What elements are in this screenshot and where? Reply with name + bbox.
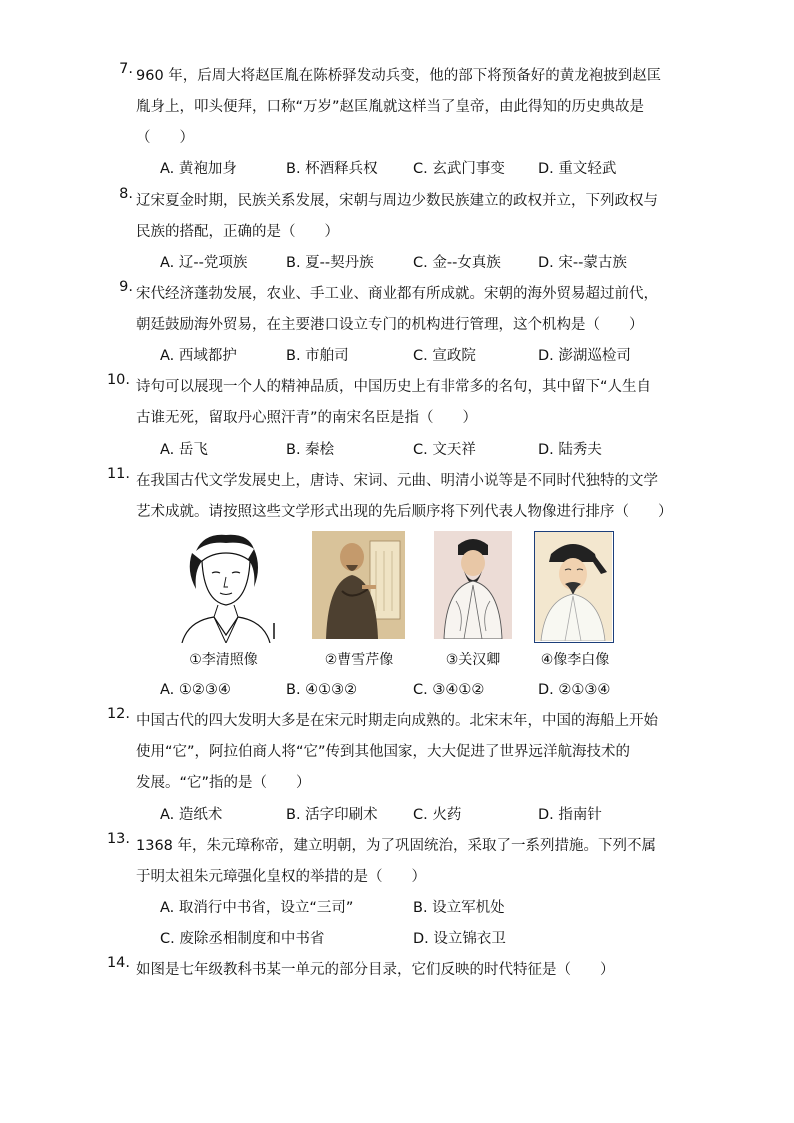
question-number: 11. bbox=[106, 466, 130, 482]
question-text-line: 中国古代的四大发明大多是在宋元时期走向成熟的。北宋末年，中国的海船上开始 bbox=[136, 713, 658, 729]
portrait-guan-hanqing-image bbox=[434, 531, 512, 639]
question-text-line: 使用“它”，阿拉伯商人将“它”传到其他国家，大大促进了世界远洋航海技术的 bbox=[136, 744, 631, 760]
portrait-li-bai bbox=[530, 531, 620, 671]
question-13-options-row1 bbox=[160, 893, 680, 923]
question-number: 7. bbox=[119, 61, 133, 77]
question-text-line: 朝廷鼓励海外贸易，在主要港口设立专门的机构进行管理，这个机构是（ ） bbox=[136, 317, 644, 333]
option-a[interactable]: A. 西域都护 bbox=[160, 348, 237, 364]
question-text-line: 发展。“它”指的是（ ） bbox=[136, 775, 311, 791]
question-number: 12. bbox=[106, 706, 130, 722]
option-c[interactable]: C. 玄武门事变 bbox=[413, 161, 505, 177]
option-a[interactable]: A. 辽--党项族 bbox=[160, 255, 248, 271]
portrait-li-bai-image bbox=[534, 531, 614, 643]
option-d[interactable]: D. 重文轻武 bbox=[538, 161, 617, 177]
question-text-line: 民族的搭配，正确的是（ ） bbox=[136, 224, 339, 240]
question-text-line: 古谁无死，留取丹心照汗青”的南宋名臣是指（ ） bbox=[136, 410, 478, 426]
question-text-line: （ ） bbox=[136, 130, 194, 146]
question-text-line: 960 年，后周大将赵匡胤在陈桥驿发动兵变，他的部下将预备好的黄龙袍披到赵匡 bbox=[136, 68, 662, 84]
option-d[interactable]: D. 陆秀夫 bbox=[538, 442, 602, 458]
portrait-li-qingzhao bbox=[166, 531, 281, 671]
option-b[interactable]: B. 市舶司 bbox=[286, 348, 349, 364]
question-text-line: 诗句可以展现一个人的精神品质，中国历史上有非常多的名句，其中留下“人生自 bbox=[136, 379, 652, 395]
option-d[interactable]: D. 宋--蒙古族 bbox=[538, 255, 627, 271]
option-a[interactable]: A. ①②③④ bbox=[160, 682, 231, 698]
option-b[interactable]: B. 设立军机处 bbox=[413, 900, 505, 916]
portrait-caption: ①李清照像 bbox=[189, 652, 258, 668]
option-b[interactable]: B. ④①③② bbox=[286, 682, 358, 698]
option-b[interactable]: B. 杯酒释兵权 bbox=[286, 161, 378, 177]
question-text-line: 在我国古代文学发展史上，唐诗、宋词、元曲、明清小说等是不同时代独特的文学 bbox=[136, 473, 658, 489]
question-12-options bbox=[160, 800, 680, 830]
question-number: 10. bbox=[106, 372, 130, 388]
option-b[interactable]: B. 夏--契丹族 bbox=[286, 255, 374, 271]
question-text-line: 胤身上，叩头便拜，口称“万岁”赵匡胤就这样当了皇帝，由此得知的历史典故是 bbox=[136, 99, 645, 115]
question-text-line: 宋代经济蓬勃发展，农业、手工业、商业都有所成就。宋朝的海外贸易超过前代， bbox=[136, 286, 658, 302]
option-b[interactable]: B. 活字印刷术 bbox=[286, 807, 378, 823]
question-12 bbox=[106, 706, 676, 799]
question-number: 9. bbox=[119, 279, 133, 295]
option-a[interactable]: A. 岳飞 bbox=[160, 442, 208, 458]
question-11-options bbox=[160, 675, 680, 705]
question-11 bbox=[106, 466, 676, 528]
portrait-caption: ②曹雪芹像 bbox=[324, 652, 394, 668]
portrait-li-qingzhao-image bbox=[174, 531, 277, 643]
question-9 bbox=[119, 279, 676, 341]
portrait-caption: ③关汉卿 bbox=[445, 652, 501, 668]
portrait-cao-xueqin bbox=[304, 531, 414, 671]
option-a[interactable]: A. 造纸术 bbox=[160, 807, 223, 823]
question-9-options bbox=[160, 341, 680, 371]
option-c[interactable]: C. 文天祥 bbox=[413, 442, 476, 458]
option-c[interactable]: C. 废除丞相制度和中书省 bbox=[160, 931, 325, 947]
question-8-options bbox=[160, 248, 680, 278]
option-c[interactable]: C. ③④①② bbox=[413, 682, 485, 698]
option-d[interactable]: D. 指南针 bbox=[538, 807, 602, 823]
question-7 bbox=[119, 61, 676, 154]
portrait-cao-xueqin-image bbox=[312, 531, 405, 639]
question-10-options bbox=[160, 435, 680, 465]
question-number: 8. bbox=[119, 186, 133, 202]
option-c[interactable]: C. 火药 bbox=[413, 807, 462, 823]
option-c[interactable]: C. 宣政院 bbox=[413, 348, 476, 364]
option-a[interactable]: A. 取消行中书省，设立“三司” bbox=[160, 900, 354, 916]
option-b[interactable]: B. 秦桧 bbox=[286, 442, 335, 458]
question-text-line: 1368 年，朱元璋称帝，建立明朝，为了巩固统治，采取了一系列措施。下列不属 bbox=[136, 838, 657, 854]
option-d[interactable]: D. ②①③④ bbox=[538, 682, 611, 698]
question-8 bbox=[119, 186, 676, 248]
question-10 bbox=[106, 372, 676, 434]
portrait-caption: ④像李白像 bbox=[540, 652, 610, 668]
option-d[interactable]: D. 设立锦衣卫 bbox=[413, 931, 506, 947]
portrait-guan-hanqing bbox=[428, 531, 518, 671]
question-number: 14. bbox=[106, 955, 130, 971]
option-c[interactable]: C. 金--女真族 bbox=[413, 255, 501, 271]
question-text-line: 于明太祖朱元璋强化皇权的举措的是（ ） bbox=[136, 869, 426, 885]
option-a[interactable]: A. 黄袍加身 bbox=[160, 161, 237, 177]
portrait-figure bbox=[166, 531, 636, 681]
option-d[interactable]: D. 澎湖巡检司 bbox=[538, 348, 631, 364]
question-number: 13. bbox=[106, 831, 130, 847]
question-13 bbox=[106, 831, 676, 893]
question-14 bbox=[106, 955, 676, 986]
question-7-options bbox=[160, 154, 680, 184]
question-13-options-row2 bbox=[160, 924, 680, 954]
question-text-line: 艺术成就。请按照这些文学形式出现的先后顺序将下列代表人物像进行排序（ ） bbox=[136, 504, 673, 520]
question-text-line: 如图是七年级教科书某一单元的部分目录，它们反映的时代特征是（ ） bbox=[136, 962, 615, 978]
question-text-line: 辽宋夏金时期，民族关系发展，宋朝与周边少数民族建立的政权并立，下列政权与 bbox=[136, 193, 658, 209]
